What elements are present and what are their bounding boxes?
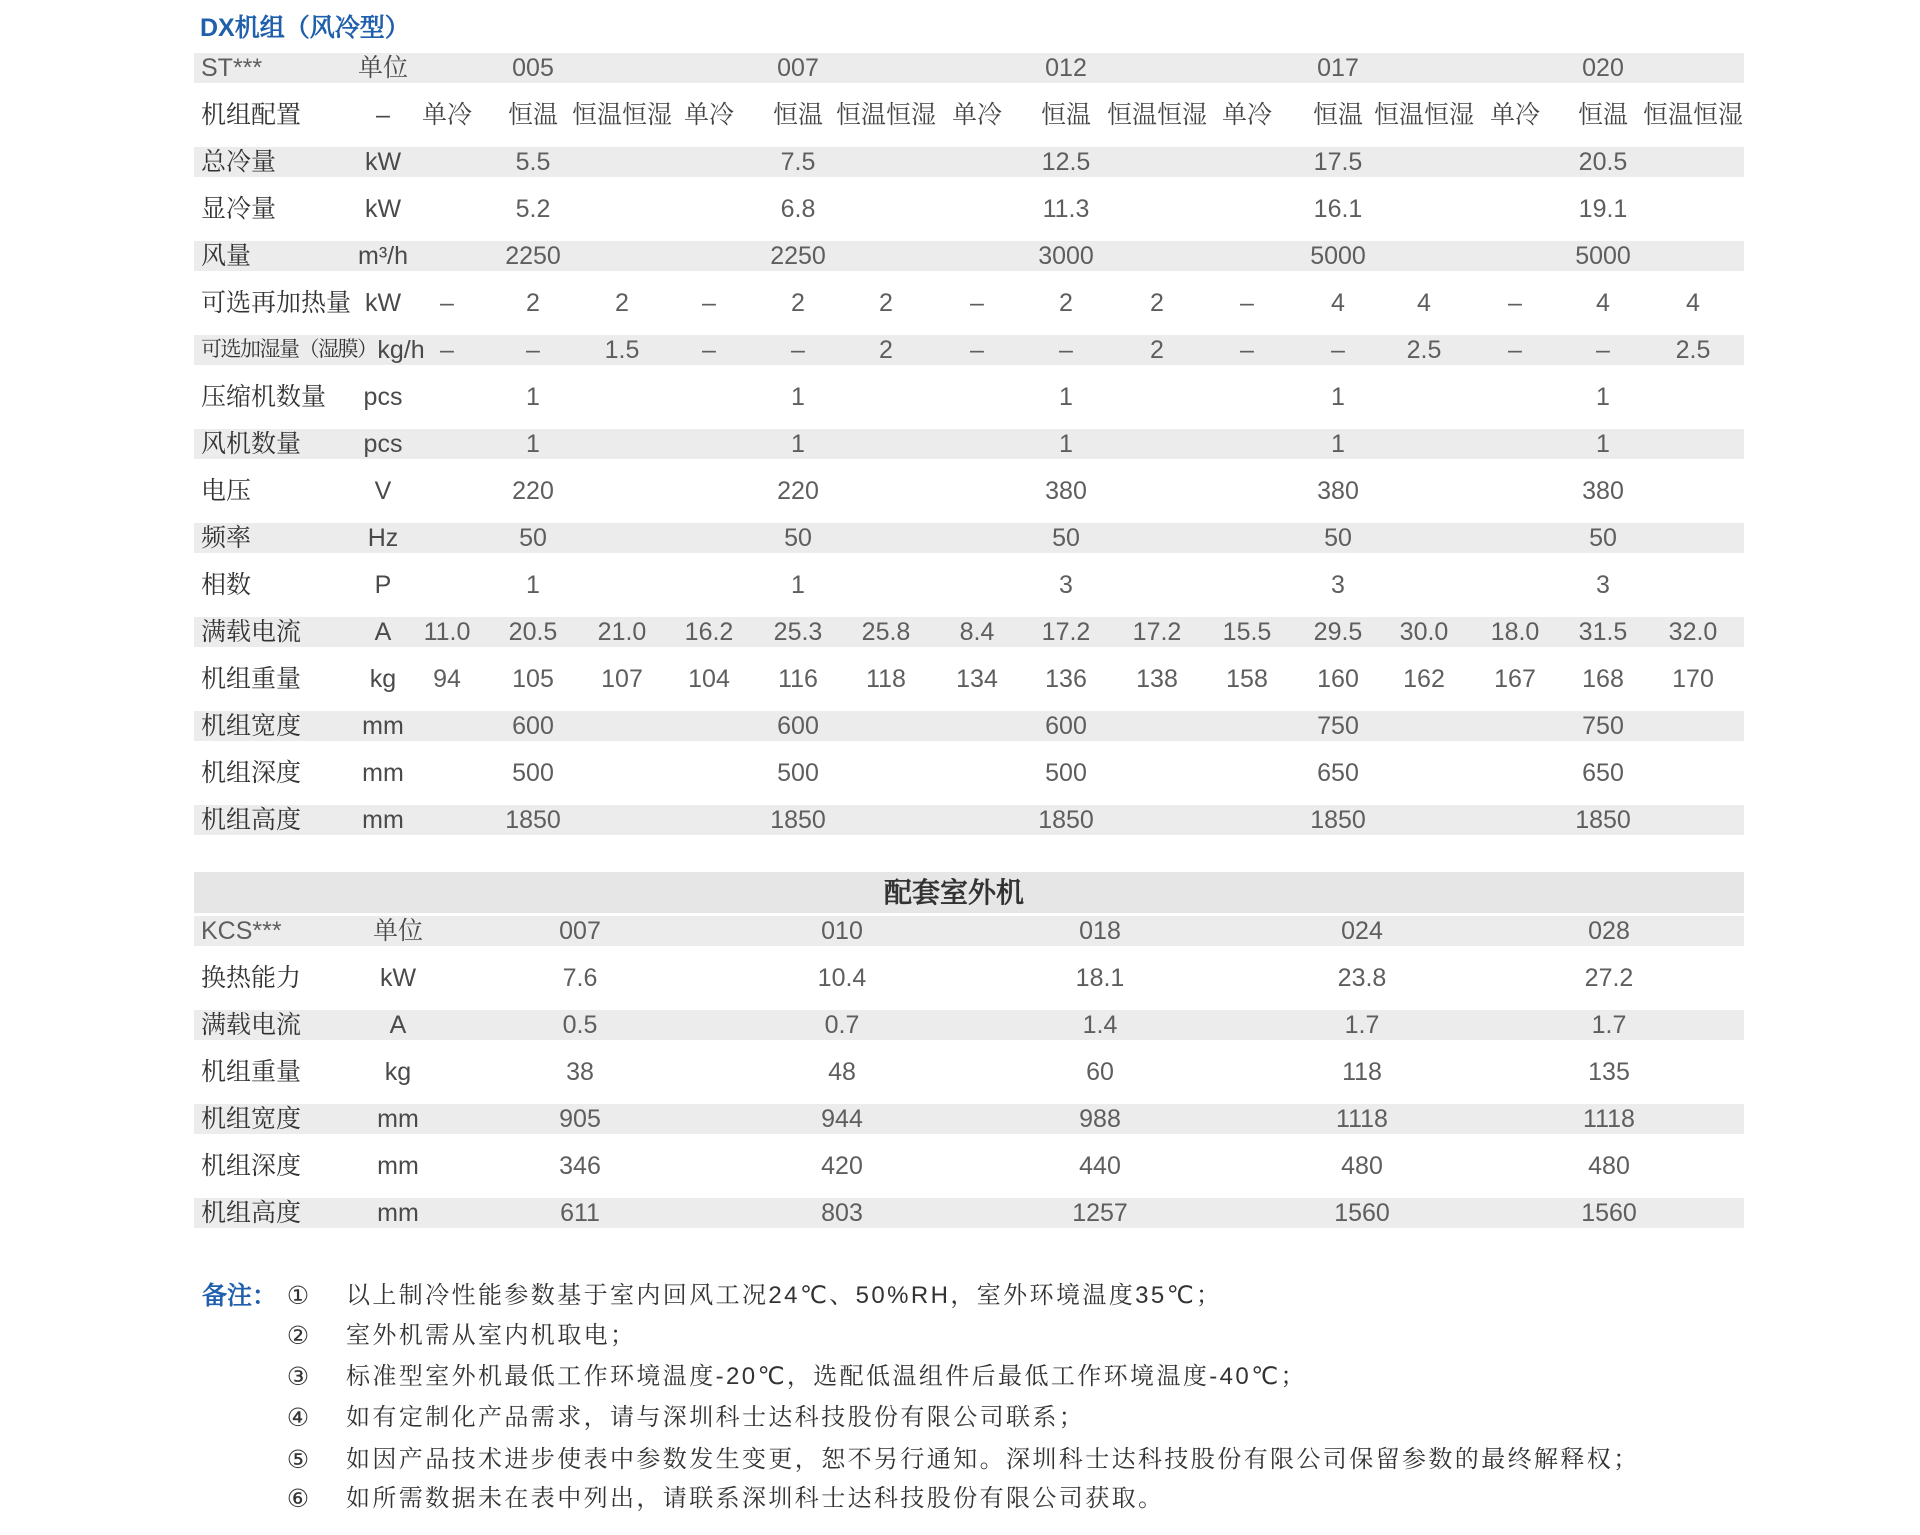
value-cell: 167 [1494, 665, 1536, 693]
value-cell: 20.5 [508, 618, 558, 646]
value-cell: 600 [512, 712, 554, 740]
unit-cell: mm [377, 1152, 419, 1180]
value-cell: 1118 [1583, 1105, 1635, 1133]
value-cell: 104 [688, 665, 730, 693]
row-label: 电压 [201, 477, 252, 505]
row-label: 机组宽度 [201, 1105, 302, 1133]
row-label: 满载电流 [201, 1011, 302, 1039]
value-cell: 500 [512, 759, 554, 787]
value-cell: 50 [1589, 524, 1617, 552]
row-label: 机组配置 [201, 101, 302, 129]
value-cell: – [440, 336, 454, 364]
value-cell: 16.2 [684, 618, 734, 646]
value-cell: 38 [566, 1058, 594, 1086]
row-label: 频率 [201, 524, 252, 552]
value-cell: 1850 [1310, 806, 1366, 834]
value-cell: 17.2 [1041, 618, 1091, 646]
row-label: 总冷量 [201, 148, 277, 176]
value-cell: 905 [559, 1105, 601, 1133]
value-cell: 2250 [770, 242, 826, 270]
value-cell: 2.5 [1406, 336, 1442, 364]
value-cell: – [1596, 336, 1610, 364]
model-number: 010 [821, 917, 863, 945]
value-cell: – [702, 336, 716, 364]
value-cell: 380 [1317, 477, 1359, 505]
value-cell: 220 [777, 477, 819, 505]
row-label: 机组高度 [201, 806, 302, 834]
note-item [0, 1403, 1920, 1433]
value-cell: – [526, 336, 540, 364]
outdoor-section-title: 配套室外机 [883, 877, 1025, 908]
unit-cell: V [374, 477, 392, 505]
row-label: 风机数量 [201, 430, 302, 458]
value-cell: 7.6 [562, 964, 598, 992]
value-cell: 1 [1059, 383, 1073, 411]
unit-cell: kW [364, 148, 402, 176]
value-cell: 1.7 [1591, 1011, 1627, 1039]
unit-cell: pcs [363, 430, 403, 458]
value-cell: 11.3 [1042, 195, 1090, 223]
value-cell: 2 [1059, 289, 1073, 317]
value-cell: 1 [526, 383, 540, 411]
row-label: 可选再加热量 [201, 289, 352, 317]
config-cell: 恒温恒湿 [571, 101, 673, 129]
value-cell: 2 [1150, 289, 1164, 317]
value-cell: 94 [433, 665, 461, 693]
config-cell: 恒温 [1577, 101, 1629, 129]
note-text: 如所需数据未在表中列出，请联系深圳科士达科技股份有限公司获取。 [346, 1485, 1165, 1512]
value-cell: 803 [821, 1199, 863, 1227]
model-number: 017 [1317, 54, 1359, 82]
value-cell: 25.8 [861, 618, 911, 646]
value-cell: 1850 [1038, 806, 1094, 834]
note-marker: ⑥ [286, 1485, 310, 1513]
model-number: 007 [559, 917, 601, 945]
note-marker: ⑤ [286, 1446, 310, 1474]
note-item [0, 1445, 1920, 1475]
value-cell: 50 [1052, 524, 1080, 552]
value-cell: 7.5 [780, 148, 816, 176]
unit-cell: P [374, 571, 392, 599]
value-cell: 118 [1342, 1058, 1382, 1086]
config-cell: 恒温恒湿 [835, 101, 937, 129]
value-cell: 1 [791, 383, 805, 411]
value-cell: – [1240, 289, 1254, 317]
value-cell: 60 [1086, 1058, 1114, 1086]
unit-cell: m³/h [358, 242, 408, 270]
note-text: 标准型室外机最低工作环境温度-20℃，选配低温组件后最低工作环境温度-40℃； [346, 1363, 1307, 1390]
value-cell: 1 [791, 430, 805, 458]
value-cell: 1 [1331, 383, 1345, 411]
model-number: 007 [777, 54, 819, 82]
config-cell: 单冷 [421, 101, 473, 129]
value-cell: 15.5 [1222, 618, 1272, 646]
value-cell: 1 [791, 571, 805, 599]
unit-cell: mm [362, 712, 404, 740]
unit-cell: mm [362, 759, 404, 787]
value-cell: – [1331, 336, 1345, 364]
config-cell: 恒温 [507, 101, 559, 129]
config-cell: 恒温恒湿 [1373, 101, 1475, 129]
value-cell: 170 [1672, 665, 1714, 693]
note-item [0, 1484, 1920, 1514]
unit-cell: Hz [367, 524, 399, 552]
value-cell: 30.0 [1399, 618, 1449, 646]
config-cell: 单冷 [1489, 101, 1541, 129]
value-cell: 5.2 [515, 195, 551, 223]
note-item [0, 1321, 1920, 1351]
unit-cell: mm [362, 806, 404, 834]
note-marker: ① [286, 1282, 310, 1310]
value-cell: 4 [1331, 289, 1345, 317]
value-cell: 138 [1136, 665, 1178, 693]
value-cell: 420 [821, 1152, 863, 1180]
note-text: 如有定制化产品需求，请与深圳科士达科技股份有限公司联系； [346, 1404, 1086, 1431]
value-cell: 160 [1317, 665, 1359, 693]
value-cell: – [1508, 336, 1522, 364]
note-text: 如因产品技术进步使表中参数发生变更，恕不另行通知。深圳科士达科技股份有限公司保留参数的最终解释权； [346, 1446, 1640, 1473]
value-cell: 6.8 [780, 195, 816, 223]
value-cell: 1118 [1336, 1105, 1388, 1133]
value-cell: 20.5 [1578, 148, 1628, 176]
value-cell: 380 [1582, 477, 1624, 505]
unit-cell: kW [364, 289, 402, 317]
value-cell: 118 [866, 665, 906, 693]
row-label: 换热能力 [201, 964, 302, 992]
value-cell: 1.5 [604, 336, 640, 364]
value-cell: 27.2 [1584, 964, 1634, 992]
value-cell: 11.0 [423, 618, 471, 646]
value-cell: 2 [791, 289, 805, 317]
value-cell: 2 [879, 336, 893, 364]
value-cell: 18.1 [1075, 964, 1125, 992]
value-cell: 50 [519, 524, 547, 552]
value-cell: 500 [1045, 759, 1087, 787]
unit-cell: kW [364, 195, 402, 223]
note-item [0, 1362, 1920, 1392]
value-cell: 1.7 [1344, 1011, 1380, 1039]
value-cell: 1.4 [1082, 1011, 1118, 1039]
value-cell: 346 [559, 1152, 601, 1180]
row-label: 相数 [201, 571, 252, 599]
config-cell: 恒温 [1312, 101, 1364, 129]
config-cell: 恒温恒湿 [1642, 101, 1744, 129]
row-label: 压缩机数量 [201, 383, 327, 411]
value-cell: 4 [1686, 289, 1700, 317]
unit-cell: kg [369, 665, 397, 693]
unit-cell: kW [379, 964, 417, 992]
value-cell: 600 [1045, 712, 1087, 740]
value-cell: 17.5 [1313, 148, 1363, 176]
value-cell: 750 [1582, 712, 1624, 740]
value-cell: 4 [1596, 289, 1610, 317]
value-cell: 1 [1596, 430, 1610, 458]
config-cell: 恒温恒湿 [1106, 101, 1208, 129]
unit-cell: A [374, 618, 392, 646]
value-cell: 19.1 [1578, 195, 1628, 223]
row-label: 机组重量 [201, 1058, 302, 1086]
value-cell: 1560 [1581, 1199, 1637, 1227]
value-cell: 2250 [505, 242, 561, 270]
value-cell: 29.5 [1313, 618, 1363, 646]
value-cell: 750 [1317, 712, 1359, 740]
value-cell: 116 [778, 665, 818, 693]
unit-cell: pcs [363, 383, 403, 411]
model-number: 024 [1341, 917, 1383, 945]
value-cell: 944 [821, 1105, 863, 1133]
value-cell: 16.1 [1313, 195, 1363, 223]
spec-row [194, 1198, 1744, 1228]
value-cell: 1 [526, 571, 540, 599]
spec-row [194, 1151, 1744, 1181]
row-label: 机组深度 [201, 1152, 302, 1180]
value-cell: 1 [1596, 383, 1610, 411]
value-cell: 8.4 [959, 618, 995, 646]
value-cell: 17.2 [1132, 618, 1182, 646]
value-cell: 25.3 [773, 618, 823, 646]
model-number: 012 [1045, 54, 1087, 82]
value-cell: 135 [1588, 1058, 1630, 1086]
row-label: 机组高度 [201, 1199, 302, 1227]
value-cell: 1560 [1334, 1199, 1390, 1227]
model-number: 018 [1079, 917, 1121, 945]
value-cell: 650 [1582, 759, 1624, 787]
value-cell: 21.0 [597, 618, 647, 646]
value-cell: – [791, 336, 805, 364]
model-number: 028 [1588, 917, 1630, 945]
value-cell: 2 [526, 289, 540, 317]
value-cell: 220 [512, 477, 554, 505]
config-cell: 单冷 [1221, 101, 1273, 129]
value-cell: 168 [1582, 665, 1624, 693]
value-cell: 1257 [1072, 1199, 1128, 1227]
document-title: DX机组（风冷型） [200, 14, 410, 42]
row-label: 满载电流 [201, 618, 302, 646]
value-cell: 500 [777, 759, 819, 787]
config-cell: 恒温 [1040, 101, 1092, 129]
value-cell: 650 [1317, 759, 1359, 787]
value-cell: – [1059, 336, 1073, 364]
spec-row [194, 1010, 1744, 1040]
value-cell: 3000 [1038, 242, 1094, 270]
value-cell: 31.5 [1578, 618, 1628, 646]
value-cell: 611 [560, 1199, 600, 1227]
value-cell: – [1508, 289, 1522, 317]
value-cell: – [970, 336, 984, 364]
value-cell: 162 [1403, 665, 1445, 693]
value-cell: 5.5 [515, 148, 551, 176]
value-cell: 50 [1324, 524, 1352, 552]
value-cell: 10.4 [817, 964, 867, 992]
note-marker: ③ [286, 1363, 310, 1391]
value-cell: 136 [1045, 665, 1087, 693]
value-cell: – [702, 289, 716, 317]
value-cell: 3 [1331, 571, 1345, 599]
value-cell: 1 [1059, 430, 1073, 458]
value-cell: 2 [1150, 336, 1164, 364]
note-marker: ② [286, 1322, 310, 1350]
row-label: 机组宽度 [201, 712, 302, 740]
notes-label: 备注： [202, 1282, 278, 1310]
model-number: 005 [512, 54, 554, 82]
value-cell: 1850 [505, 806, 561, 834]
row-label: 可选加湿量（湿膜） [201, 338, 377, 361]
value-cell: – [970, 289, 984, 317]
value-cell: 2 [879, 289, 893, 317]
unit-header: 单位 [372, 917, 424, 945]
value-cell: 12.5 [1041, 148, 1091, 176]
spec-row [194, 1104, 1744, 1134]
value-cell: 105 [512, 665, 554, 693]
row-label: 显冷量 [201, 195, 277, 223]
value-cell: 23.8 [1337, 964, 1387, 992]
note-item [0, 1281, 1920, 1311]
value-cell: 440 [1079, 1152, 1121, 1180]
value-cell: 4 [1417, 289, 1431, 317]
value-cell: – [1240, 336, 1254, 364]
value-cell: 2.5 [1675, 336, 1711, 364]
unit-header: 单位 [357, 54, 409, 82]
value-cell: 0.5 [562, 1011, 598, 1039]
config-cell: 恒温 [772, 101, 824, 129]
value-cell: 107 [601, 665, 643, 693]
value-cell: 3 [1059, 571, 1073, 599]
unit-cell: kg/h [377, 336, 425, 364]
value-cell: 5000 [1575, 242, 1631, 270]
note-text: 以上制冷性能参数基于室内回风工况24℃、50%RH，室外环境温度35℃； [346, 1282, 1223, 1309]
unit-cell: A [389, 1011, 407, 1039]
value-cell: 0.7 [824, 1011, 860, 1039]
spec-row [194, 1057, 1744, 1087]
value-cell: 48 [828, 1058, 856, 1086]
value-cell: 3 [1596, 571, 1610, 599]
unit-cell: kg [384, 1058, 412, 1086]
value-cell: 32.0 [1668, 618, 1718, 646]
outdoor-header-row [194, 916, 1744, 946]
value-cell: 2 [615, 289, 629, 317]
value-cell: 50 [784, 524, 812, 552]
value-cell: 1850 [770, 806, 826, 834]
value-cell: 5000 [1310, 242, 1366, 270]
value-cell: 988 [1079, 1105, 1121, 1133]
value-cell: 1 [526, 430, 540, 458]
row-label: 风量 [201, 242, 252, 270]
unit-cell: – [376, 101, 390, 129]
value-cell: – [440, 289, 454, 317]
model-series-label: KCS*** [201, 917, 282, 945]
unit-cell: mm [377, 1199, 419, 1227]
row-label: 机组深度 [201, 759, 302, 787]
value-cell: 1850 [1575, 806, 1631, 834]
unit-cell: mm [377, 1105, 419, 1133]
value-cell: 134 [956, 665, 998, 693]
config-cell: 单冷 [683, 101, 735, 129]
value-cell: 1 [1331, 430, 1345, 458]
note-text: 室外机需从室内机取电； [346, 1322, 637, 1349]
value-cell: 158 [1226, 665, 1268, 693]
value-cell: 380 [1045, 477, 1087, 505]
note-marker: ④ [286, 1404, 310, 1432]
value-cell: 18.0 [1490, 618, 1540, 646]
spec-row [194, 963, 1744, 993]
value-cell: 480 [1588, 1152, 1630, 1180]
config-cell: 单冷 [951, 101, 1003, 129]
model-number: 020 [1582, 54, 1624, 82]
value-cell: 480 [1341, 1152, 1383, 1180]
row-label: 机组重量 [201, 665, 302, 693]
value-cell: 600 [777, 712, 819, 740]
model-series-label: ST*** [201, 54, 263, 82]
